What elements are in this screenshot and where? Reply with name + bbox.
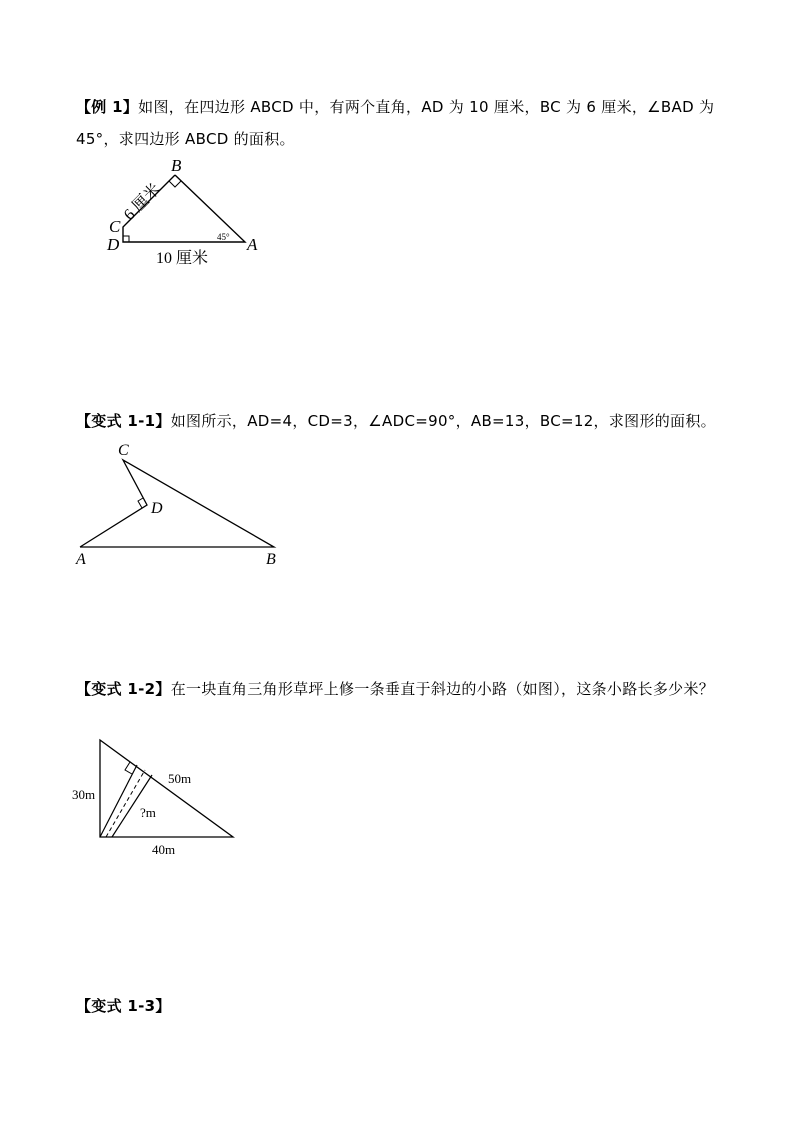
right-angle-mark-d: [123, 236, 129, 242]
side-label-left: 30m: [72, 787, 96, 802]
point-label-a: A: [76, 551, 86, 568]
figure-right-triangle-lawn: [70, 735, 250, 860]
point-label-c: C: [109, 217, 121, 236]
problem-text: 在一块直角三角形草坪上修一条垂直于斜边的小路（如图），这条小路长多少米？: [170, 680, 715, 698]
figure-quadrilateral-abcd: [100, 155, 270, 270]
path-length-label: ?m: [140, 805, 156, 820]
problem-2: [76, 405, 724, 437]
point-label-b: B: [171, 156, 182, 175]
path-centerline: [106, 770, 145, 837]
problem-1: [76, 91, 724, 155]
right-angle-mark-b: [169, 181, 181, 187]
problem-label: 【例 1】: [76, 98, 139, 116]
figure-outline: [80, 460, 274, 547]
problem-label: 【变式 1-2】: [76, 680, 171, 698]
point-label-d: D: [151, 500, 163, 517]
problem-label: 【变式 1-3】: [76, 997, 171, 1015]
angle-label-a: 45°: [217, 232, 230, 242]
right-angle-mark: [125, 762, 132, 774]
problem-3: [76, 673, 724, 705]
figure-abcd-triangle: [72, 440, 287, 570]
side-label-ad: 10 厘米: [156, 250, 209, 267]
triangle-outline: [100, 740, 233, 837]
right-angle-mark-d: [138, 498, 143, 508]
problem-text: 如图所示，AD=4，CD=3，∠ADC=90°，AB=13，BC=12，求图形的面积。: [170, 412, 716, 430]
side-label-hypotenuse: 50m: [168, 771, 192, 786]
point-label-c: C: [118, 442, 129, 459]
side-label-bottom: 40m: [152, 842, 176, 857]
point-label-a: A: [247, 235, 258, 254]
problem-4: [76, 990, 724, 1022]
problem-text: 如图，在四边形 ABCD 中，有两个直角，AD 为 10 厘米，BC 为 6 厘米，∠BAD 为 45°，求四边形 ABCD 的面积。: [76, 98, 715, 148]
problem-label: 【变式 1-1】: [76, 412, 171, 430]
point-label-d: D: [107, 235, 120, 254]
point-label-b: B: [266, 551, 276, 568]
side-label-bc: 6 厘米: [120, 180, 164, 224]
